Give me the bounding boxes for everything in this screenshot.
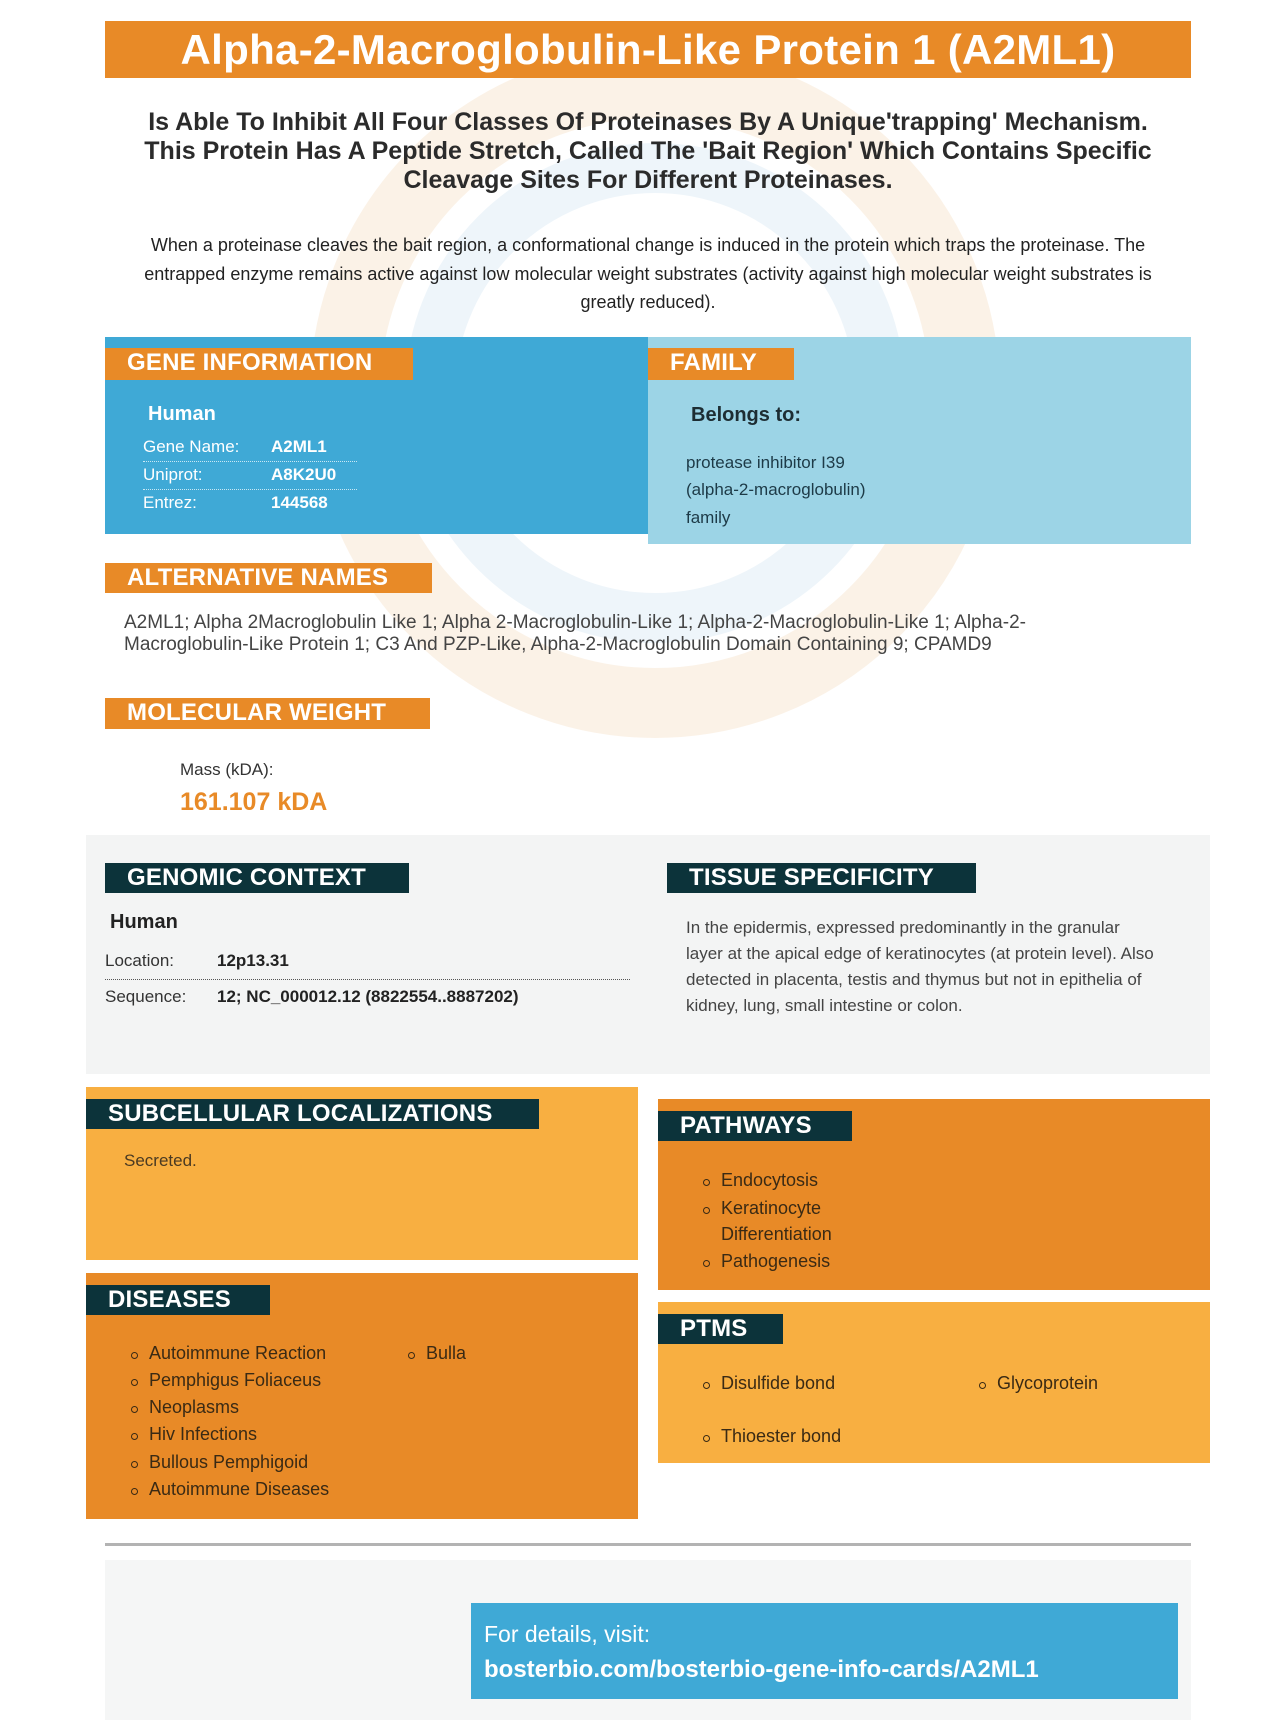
subcellular-heading: SUBCELLULAR LOCALIZATIONS [86, 1099, 539, 1129]
disease-item: Autoimmune Diseases [149, 1479, 330, 1499]
disease-item: Bulla [426, 1343, 467, 1363]
family-line-3: family [686, 508, 731, 527]
disease-item: Bullous Pemphigoid [149, 1452, 309, 1472]
disease-item: Pemphigus Foliaceus [149, 1370, 322, 1390]
uniprot-row [143, 462, 357, 490]
genomic-species: Human [110, 911, 178, 933]
summary-heading: Is Able To Inhibit All Four Classes Of Proteinases By A Unique'trapping' Mechanism. This Protein Has A Peptide Stretch, Called The 'Bait Region' Which Contains Specific Cleavage Sites For Different Proteinases. [144, 108, 1152, 194]
tissue-line-1: In the epidermis, expressed predominantly in the granular [686, 918, 1120, 937]
subcellular-text: Secreted. [124, 1151, 197, 1170]
location-label: Location: [105, 951, 174, 970]
disease-item: Neoplasms [149, 1397, 240, 1417]
page-title: Alpha-2-Macroglobulin-Like Protein 1 (A2ML1) [105, 21, 1191, 78]
sequence-value: 12; NC_000012.12 (8822554..8887202) [217, 987, 519, 1006]
family-belongs-label: Belongs to: [691, 404, 801, 426]
details-link-box[interactable] [471, 1603, 1178, 1699]
entrez-label: Entrez: [143, 493, 197, 512]
gene-species: Human [148, 403, 216, 425]
gene-name-label: Gene Name: [143, 437, 240, 456]
alternative-names-text: A2ML1; Alpha 2Macroglobulin Like 1; Alpha 2-Macroglobulin-Like 1; Alpha-2-Macroglobulin-Like 1; Alpha-2-Macroglobulin-Like Protein 1; C3 And PZP-Like, Alpha-2-Macroglobulin Domain Containing 9; CPAMD9 [124, 612, 1026, 655]
family-line-1: protease inhibitor I39 [686, 453, 845, 472]
details-url-link[interactable]: bosterbio.com/bosterbio-gene-info-cards/A2ML1 [484, 1656, 1039, 1683]
tissue-line-4: kidney, lung, small intestine or colon. [686, 996, 963, 1015]
tissue-line-2: layer at the apical edge of keratinocytes (at protein level). Also [686, 944, 1154, 963]
mass-value: 161.107 kDA [180, 788, 328, 816]
entrez-value: 144568 [271, 493, 328, 512]
visit-label: For details, visit: [484, 1621, 651, 1647]
pathway-item-continuation: Differentiation [721, 1224, 832, 1244]
entrez-row [143, 490, 357, 518]
ptm-item: Glycoprotein [997, 1373, 1099, 1393]
tissue-specificity-heading: TISSUE SPECIFICITY [667, 863, 976, 893]
gene-name-value: A2ML1 [271, 437, 327, 456]
ptms-heading: PTMS [658, 1314, 783, 1344]
pathways-heading: PATHWAYS [658, 1111, 852, 1141]
sequence-label: Sequence: [105, 987, 187, 1006]
footer-divider [105, 1543, 1191, 1546]
pathway-item: Pathogenesis [721, 1251, 831, 1271]
tissue-line-3: detected in placenta, testis and thymus but not in epithelia of [686, 970, 1142, 989]
pathway-item: Endocytosis [721, 1170, 819, 1190]
family-heading: FAMILY [648, 348, 794, 380]
uniprot-label: Uniprot: [143, 465, 203, 484]
ptm-item: Disulfide bond [721, 1373, 836, 1393]
gene-information-heading: GENE INFORMATION [105, 348, 413, 380]
disease-item: Hiv Infections [149, 1424, 258, 1444]
uniprot-value: A8K2U0 [271, 465, 337, 484]
alternative-names-heading: ALTERNATIVE NAMES [105, 563, 432, 593]
mass-label: Mass (kDA): [180, 760, 274, 779]
pathway-item: Keratinocyte [721, 1198, 822, 1218]
location-value: 12p13.31 [217, 951, 289, 970]
genomic-divider [105, 979, 630, 980]
diseases-heading: DISEASES [86, 1285, 270, 1315]
genomic-context-heading: GENOMIC CONTEXT [105, 863, 409, 893]
molecular-weight-heading: MOLECULAR WEIGHT [105, 698, 430, 729]
disease-item: Autoimmune Reaction [149, 1343, 327, 1363]
summary-text: When a proteinase cleaves the bait region, a conformational change is induced in the protein which traps the proteinase. The entrapped enzyme remains active against low molecular weight substrates (activity against high molecular weight substrates is greatly reduced). [144, 235, 1152, 312]
ptm-item: Thioester bond [721, 1426, 842, 1446]
gene-name-row [143, 434, 357, 462]
tissue-specificity-text [686, 915, 1154, 1019]
family-line-2: (alpha-2-macroglobulin) [686, 480, 866, 499]
